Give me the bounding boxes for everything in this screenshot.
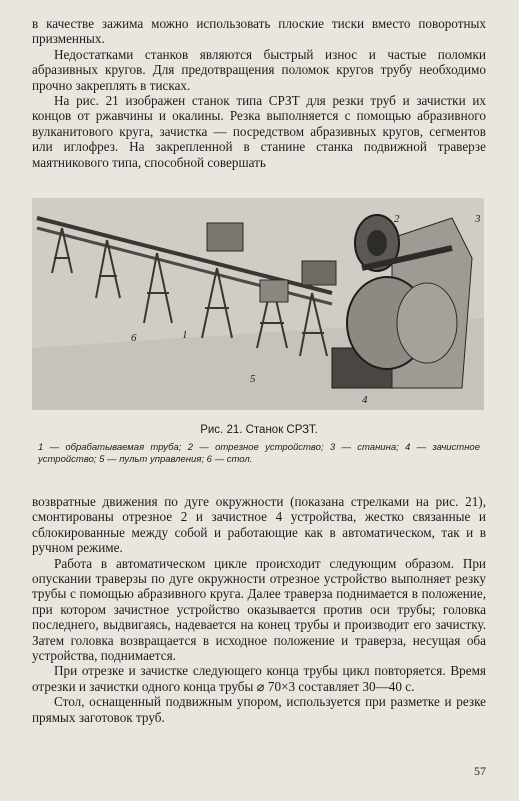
paragraph: На рис. 21 изображен станок типа СРЗТ для резки труб и зачистки их концов от ржавчины и окалины. Резка выполняется с помощью абразивного вулканитового круга, зачистка — посредством абразивных кругов, сегментов или иглофрез. На закрепленной в станине станка подвижной траверзе маятникового типа, способной совершать (32, 93, 486, 170)
figure-title: Рис. 21. Станок СРЗТ. (200, 424, 318, 436)
callout-label: 5 (250, 373, 256, 385)
paragraph: Недостатками станков являются быстрый износ и частые поломки абразивных кругов. Для предотвращения поломок кругов трубу необходимо прочно закреплять в тисках. (32, 46, 486, 93)
top-text-block (32, 16, 486, 170)
paragraph: в качестве зажима можно использовать плоские тиски вместо поворотных призменных. (32, 16, 486, 47)
callout-label: 4 (362, 394, 368, 406)
callout-label: 3 (475, 213, 481, 225)
paragraph: возвратные движения по дуге окружности (показана стрелками на рис. 21), смонтированы отрезное 2 и зачистное 4 устройства, жестко связанные и сблокированные между собой и работающие как в автоматическом, так и в ручном режиме. (32, 494, 486, 556)
page-number: 57 (474, 764, 486, 778)
bottom-text-block (32, 494, 486, 725)
machine-illustration (32, 198, 484, 410)
figure-legend: 1 — обрабатываемая труба; 2 — отрезное устройство; 3 — станина; 4 — зачистное устройство; 5 — пульт управления; 6 — стол. (38, 442, 480, 465)
paragraph: Стол, оснащенный подвижным упором, используется при разметке и резке прямых заготовок труб. (32, 694, 486, 725)
paragraph: При отрезке и зачистке следующего конца трубы цикл повторяется. Время отрезки и зачистки одного конца трубы ⌀ 70×3 составляет 30—40 с. (32, 663, 486, 694)
callout-label: 6 (131, 332, 137, 344)
paragraph: Работа в автоматическом цикле происходит следующим образом. При опускании траверзы по дуге окружности отрезное устройство выполняет резку трубы с помощью абразивного круга. Далее траверза поднимается в положение, при котором зачистное устройство оказывается против оси трубы; головка последнего, выдвигаясь, надевается на конец трубы и производит его зачистку. Затем головка возвращается в исходное положение и траверза, несущая оба устройства, поднимается. (32, 555, 486, 664)
machine-drawing (32, 198, 484, 410)
callout-label: 1 (182, 329, 188, 341)
callout-label: 2 (394, 213, 400, 225)
